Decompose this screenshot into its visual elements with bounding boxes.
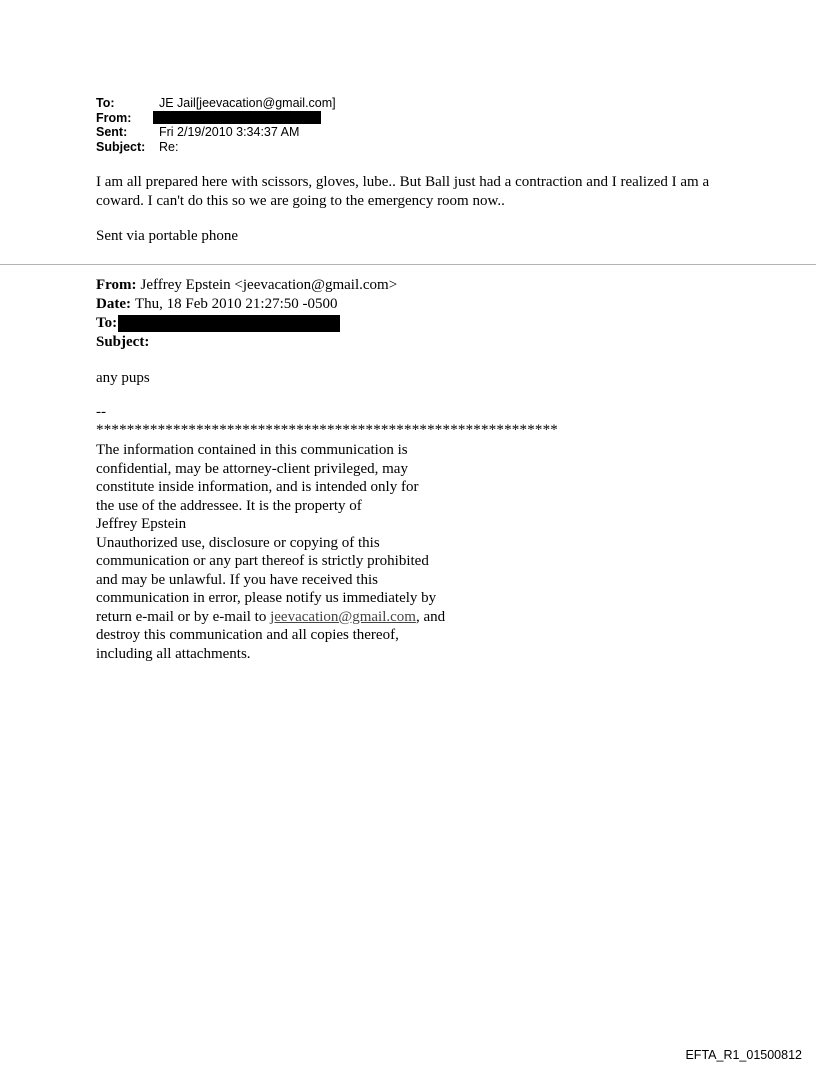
quoted-header: [96, 276, 397, 352]
to-value: JE Jail[jeevacation@gmail.com]: [159, 96, 336, 110]
quoted-date-row: [96, 295, 397, 314]
disclaimer-line: Jeffrey Epstein: [96, 516, 187, 532]
return-prefix: return e-mail or by e-mail to: [96, 608, 271, 625]
disclaimer-line: constitute inside information, and is intended only for: [96, 479, 419, 495]
quoted-date-label: Date:: [96, 296, 131, 312]
confidentiality-disclaimer: [96, 441, 516, 663]
return-suffix: , and: [415, 608, 446, 625]
from-redaction-bar: [153, 111, 321, 124]
quoted-subject-label: Subject:: [96, 334, 150, 350]
disclaimer-line: The information contained in this communication is: [96, 442, 408, 458]
disclaimer-line: destroy this communication and all copies thereof,: [96, 627, 399, 643]
document-id: EFTA_R1_01500812: [685, 1048, 802, 1062]
quoted-to-row: [96, 314, 397, 333]
disclaimer-line: communication or any part thereof is strictly prohibited: [96, 553, 429, 569]
to-label: To:: [96, 96, 115, 110]
subject-value: Re:: [159, 139, 179, 154]
message-text: I am all prepared here with scissors, gloves, lube.. But Ball just had a contraction and I realized I am a coward. I can't do this so we are going to the emergency room now..: [96, 174, 710, 209]
disclaimer-return-line: [96, 608, 516, 627]
quoted-subject-row: [96, 333, 397, 352]
disclaimer-line: confidential, may be attorney-client privileged, may: [96, 460, 408, 477]
quoted-from-label: From:: [96, 277, 137, 293]
quote-divider: [0, 264, 816, 265]
quoted-from-row: [96, 276, 397, 295]
email-link[interactable]: jeevacation@gmail.com: [270, 608, 416, 625]
message-signoff: Sent via portable phone: [96, 228, 239, 244]
sent-label: Sent:: [96, 125, 128, 139]
from-row: [96, 111, 336, 126]
to-row: [96, 96, 336, 111]
quoted-from-value: Jeffrey Epstein <jeevacation@gmail.com>: [140, 277, 398, 293]
signature-dashes: --: [96, 404, 106, 420]
quoted-body: any pups: [96, 370, 150, 386]
email-header: [96, 96, 336, 154]
quoted-to-redaction-bar: [118, 315, 340, 332]
sent-value: Fri 2/19/2010 3:34:37 AM: [159, 125, 300, 139]
disclaimer-line: and may be unlawful. If you have received this: [96, 571, 378, 588]
quoted-to-label: To:: [96, 315, 118, 331]
signature-stars: ************************************************************: [96, 422, 558, 438]
disclaimer-line: communication in error, please notify us immediately by: [96, 590, 437, 606]
quoted-date-value: Thu, 18 Feb 2010 21:27:50 -0500: [134, 296, 338, 312]
subject-row: [96, 140, 336, 155]
disclaimer-line: Unauthorized use, disclosure or copying of this: [96, 534, 380, 551]
message-body: [96, 173, 746, 211]
subject-label: Subject:: [96, 139, 146, 154]
disclaimer-line: the use of the addressee. It is the property of: [96, 497, 362, 514]
from-label: From:: [96, 110, 132, 125]
sent-row: [96, 125, 336, 140]
disclaimer-line: including all attachments.: [96, 645, 251, 662]
